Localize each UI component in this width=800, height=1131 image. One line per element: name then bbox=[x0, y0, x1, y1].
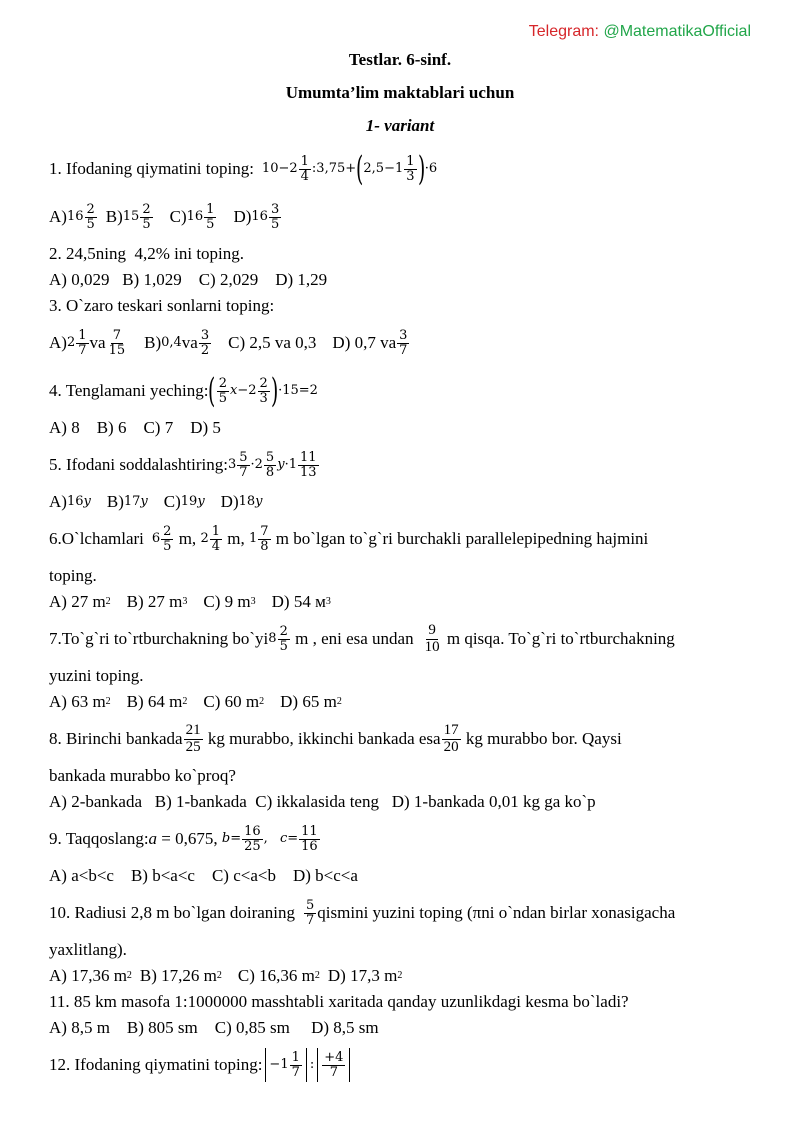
q12-expression: −1 $\frac{1}{7}$ : $\frac{+4}{7}$ bbox=[262, 1048, 353, 1082]
question-3: 3. O`zaro teskari sonlarni toping: bbox=[49, 296, 275, 316]
question-12: 12. Ifodaning qiymatini toping: −1 $\frac{1}{7}$ : $\frac{+4}{7}$ bbox=[49, 1041, 752, 1089]
question-5: 5. Ifodani soddalashtiring: 3 $\frac{5}{7}$ ·2 $\frac{5}{8}$ y ·1 $\frac{11}{13}$ bbox=[49, 441, 752, 489]
question-8: 8. Birinchi bankada $\frac{21}{25}$ kg murabbo, ikkinchi bankada esa $\frac{17}{20}$ kg murabbo bor. Qaysi bbox=[49, 721, 622, 755]
q7-options: A) 63 m 2 B) 64 m 2 C) 60 m 2 D) 65 m 2 bbox=[49, 692, 342, 712]
question-list bbox=[49, 145, 752, 1089]
telegram-username[interactable]: @MatematikaOfficial bbox=[603, 23, 751, 40]
q8-options: A) 2-bankada B) 1-bankada C) ikkalasida teng D) 1-bankada 0,01 kg ga ko`p bbox=[49, 792, 596, 812]
q5-expression: 3 $\frac{5}{7}$ ·2 $\frac{5}{8}$ y ·1 $\frac{11}{13}$ bbox=[227, 449, 317, 480]
question-7: 7.To`g`ri to`rtburchakning bo`yi 8 $\frac{2}{5}$ m , eni esa undan $\frac{9}{10}$ m qisqa. To`g`ri to`rtburchakning bbox=[49, 621, 675, 655]
question-11: 11. 85 km masofa 1:1000000 masshtabli xaritada qanday uzunlikdagi kesma bo`ladi? bbox=[49, 992, 629, 1012]
q5-options: A) 16 y B) 17 y C) 19 y D) 18 y bbox=[49, 492, 263, 512]
q4-equation: ( $\frac{2}{5}$ x −2 $\frac{2}{3}$ ) ·15=2 bbox=[208, 371, 318, 411]
question-9: 9. Taqqoslang: a = 0,675, b = $\frac{16}{25}$ , c = $\frac{11}{16}$ bbox=[49, 823, 318, 854]
variant-label: 1- variant bbox=[365, 116, 435, 135]
q1-options: A) 16 $\frac{2}{5}$ B) 15 $\frac{2}{5}$ C) 16 $\frac{1}{5}$ D) 16 $\frac{3}{5}$ bbox=[49, 201, 280, 232]
telegram-handle[interactable] bbox=[529, 23, 751, 41]
question-2: 2. 24,5ning 4,2% ini toping. bbox=[49, 244, 245, 264]
telegram-label: Telegram: bbox=[528, 23, 599, 40]
page-subtitle: Umumta’lim maktablari uchun bbox=[285, 83, 515, 102]
q6-continuation: toping. bbox=[49, 566, 97, 586]
question-1: 1. Ifodaning qiymatini toping: 10−2 $\frac{1}{4}$ :3,75+ ( 2,5−1 $\frac{1}{3}$ ) ·6 bbox=[49, 149, 438, 189]
q7-continuation: yuzini toping. bbox=[49, 666, 144, 686]
q10-options: A) 17,36 m 2 B) 17,26 m 2 C) 16,36 m 2 D) 17,3 m 2 bbox=[49, 966, 403, 986]
q1-expression: 10−2 $\frac{1}{4}$ :3,75+ ( 2,5−1 $\frac{1}{3}$ ) ·6 bbox=[261, 149, 438, 189]
q8-continuation: bankada murabbo ko`proq? bbox=[49, 766, 236, 786]
question-4: 4. Tenglamani yeching: ( $\frac{2}{5}$ x −2 $\frac{2}{3}$ ) ·15=2 bbox=[49, 371, 318, 411]
question-6: 6.O`lchamlari 6 $\frac{2}{5}$ m, 2 $\frac{1}{4}$ m, 1 $\frac{7}{8}$ m bo`lgan to`g`ri burchakli parallelepipedning hajmini bbox=[49, 523, 649, 554]
page-title: Testlar. 6-sinf. bbox=[348, 50, 452, 69]
q11-options: A) 8,5 m B) 805 sm C) 0,85 sm D) 8,5 sm bbox=[49, 1018, 379, 1038]
question-10: 10. Radiusi 2,8 m bo`lgan doiraning $\frac{5}{7}$ qismini yuzini toping (πni o`ndan birlar xonasigacha bbox=[49, 897, 676, 928]
q6-options: A) 27 m 2 B) 27 m 3 C) 9 m 3 D) 54 м 3 bbox=[49, 592, 331, 612]
q10-continuation: yaxlitlang). bbox=[49, 940, 127, 960]
q2-options: A) 0,029 B) 1,029 C) 2,029 D) 1,29 bbox=[49, 270, 328, 290]
q3-options: A) 2 $\frac{1}{7}$ va $\frac{7}{15}$ B) 0,4 va $\frac{3}{2}$ C) 2,5 va 0,3 D) 0,7 va $\frac{3}{7}$ bbox=[49, 327, 408, 358]
q4-options: A) 8 B) 6 C) 7 D) 5 bbox=[49, 418, 221, 438]
q9-options: A) a<b<c B) b<a<c C) c<a<b D) b<c<a bbox=[49, 866, 358, 886]
